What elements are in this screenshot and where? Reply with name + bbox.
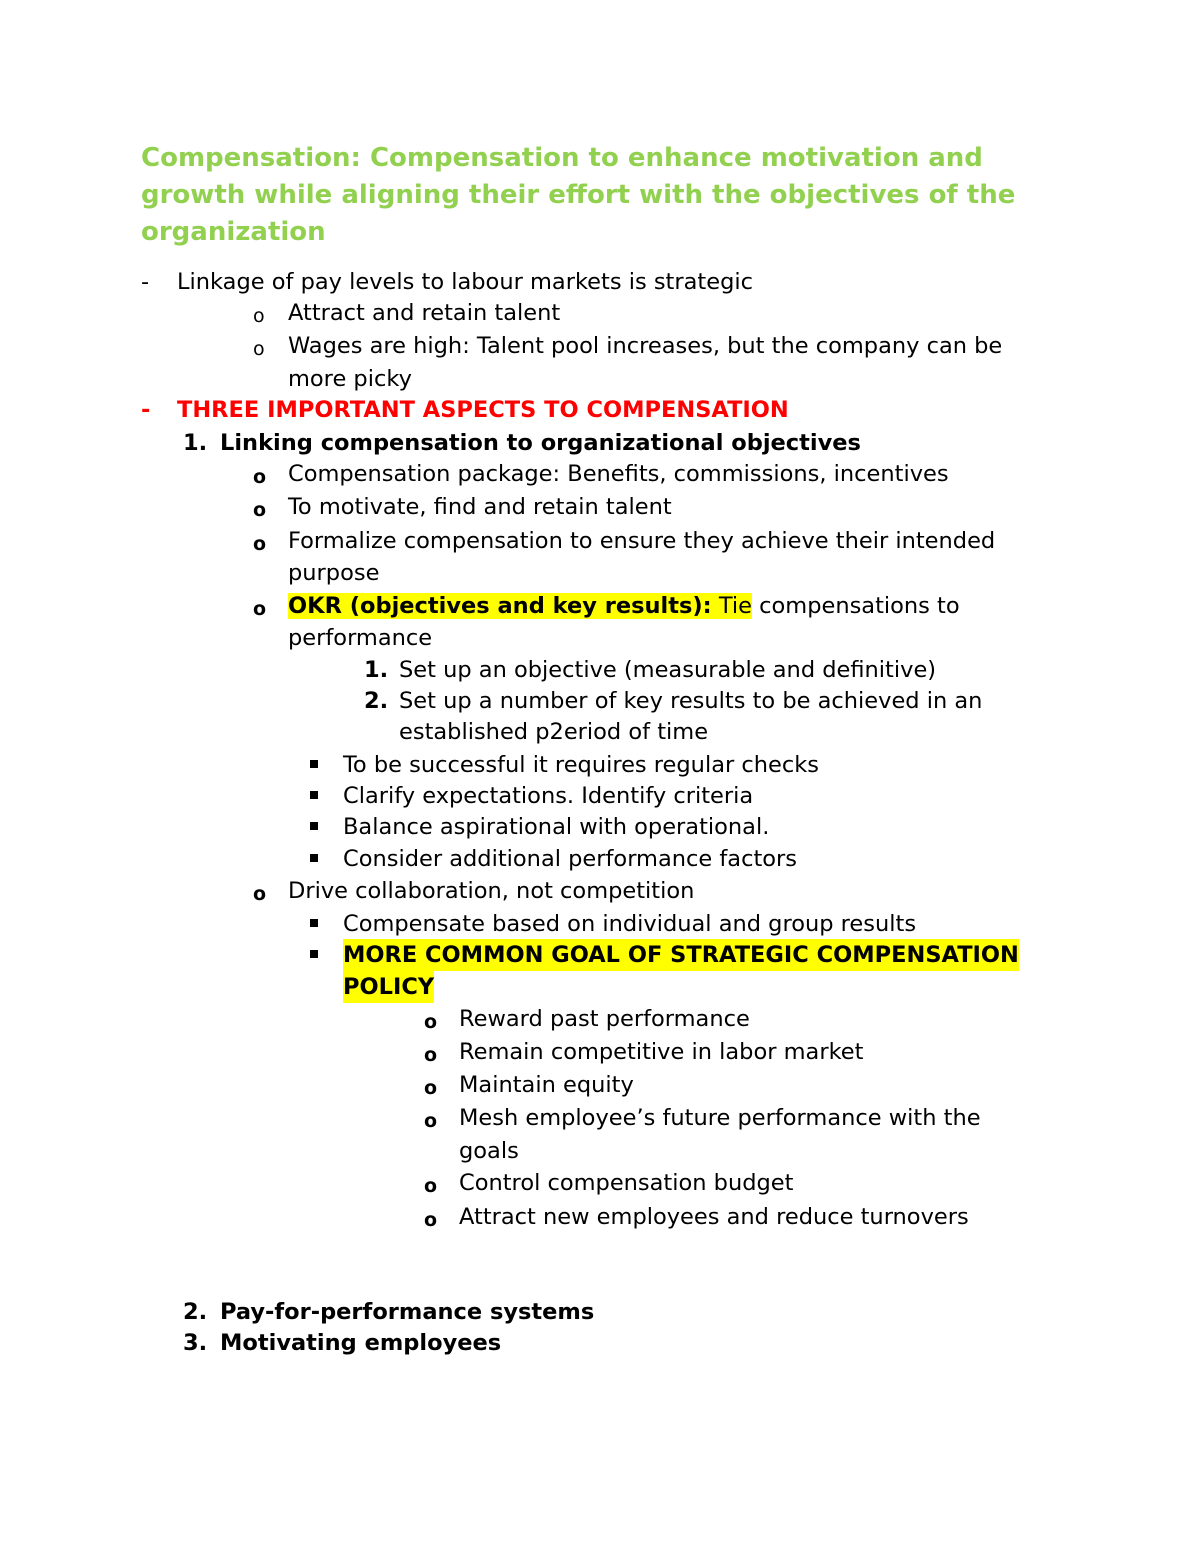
list-item-text: Mesh employee’s future performance with the	[459, 1105, 981, 1131]
square-bullet	[310, 760, 318, 768]
square-bullet	[310, 791, 318, 799]
list-item-text: Remain competitive in labor market	[459, 1039, 864, 1065]
list-item-text: Reward past performance	[459, 1006, 750, 1032]
okr-rest: compensations to	[751, 593, 960, 619]
item-number: 1.	[183, 430, 208, 456]
section-heading: THREE IMPORTANT ASPECTS TO COMPENSATION	[177, 397, 789, 423]
item-number: 2.	[364, 688, 389, 714]
list-item-text: To motivate, find and retain talent	[288, 494, 672, 520]
circle-bullet: o	[253, 598, 267, 620]
list-item-text: Drive collaboration, not competition	[288, 878, 695, 904]
okr-line	[288, 590, 960, 622]
circle-bullet: o	[424, 1175, 438, 1197]
item-number: 2.	[183, 1299, 208, 1325]
okr-tie: Tie	[711, 593, 752, 619]
list-item-text: established p2eriod of time	[399, 719, 709, 745]
numbered-item-text: Pay-for-performance systems	[220, 1299, 595, 1325]
numbered-item-text: Linking compensation to organizational objectives	[220, 430, 861, 456]
list-item-text: Formalize compensation to ensure they achieve their intended	[288, 528, 996, 554]
circle-bullet: o	[424, 1077, 438, 1099]
dash-bullet: -	[141, 397, 151, 423]
highlighted-heading: MORE COMMON GOAL OF STRATEGIC COMPENSATION	[343, 939, 1019, 971]
dash-bullet: -	[141, 269, 150, 295]
circle-bullet: o	[424, 1110, 438, 1132]
list-item-text: Clarify expectations. Identify criteria	[343, 783, 754, 809]
list-item-text: Compensate based on individual and group results	[343, 911, 917, 937]
list-item-text: performance	[288, 625, 433, 651]
list-item-text: Control compensation budget	[459, 1170, 794, 1196]
square-bullet	[310, 919, 318, 927]
numbered-item-text: Motivating employees	[220, 1330, 502, 1356]
circle-bullet: o	[424, 1011, 438, 1033]
list-item-text: Wages are high: Talent pool increases, but the company can be	[288, 333, 1003, 359]
list-item-text: Maintain equity	[459, 1072, 634, 1098]
square-bullet	[310, 854, 318, 862]
list-item-text: Consider additional performance factors	[343, 846, 798, 872]
circle-bullet: o	[253, 338, 265, 360]
circle-bullet: o	[253, 499, 267, 521]
list-item-text: Attract and retain talent	[288, 300, 561, 326]
list-item-text: Linkage of pay levels to labour markets is strategic	[177, 269, 753, 295]
list-item-text: Compensation package: Benefits, commissions, incentives	[288, 461, 949, 487]
highlighted-heading: POLICY	[343, 971, 434, 1003]
circle-bullet: o	[253, 533, 267, 555]
document-title: Compensation: Compensation to enhance motivation and growth while aligning their effort with the objectives of the organization	[141, 143, 1016, 247]
circle-bullet: o	[253, 305, 265, 327]
list-item-text: To be successful it requires regular checks	[343, 752, 819, 778]
circle-bullet: o	[424, 1044, 438, 1066]
numbered-item-text: Set up a number of key results to be achieved in an	[399, 688, 983, 714]
list-item-text: goals	[459, 1138, 519, 1164]
list-item-text: more picky	[288, 366, 412, 392]
square-bullet	[310, 822, 318, 830]
circle-bullet: o	[253, 883, 267, 905]
square-bullet	[310, 950, 318, 958]
numbered-item-text: Set up an objective (measurable and definitive)	[399, 657, 937, 683]
circle-bullet: o	[424, 1209, 438, 1231]
okr-label: OKR (objectives and key results):	[288, 593, 712, 619]
item-number: 1.	[364, 657, 389, 683]
list-item-text: Attract new employees and reduce turnovers	[459, 1204, 969, 1230]
list-item-text: Balance aspirational with operational.	[343, 814, 770, 840]
list-item-text: purpose	[288, 560, 380, 586]
circle-bullet: o	[253, 466, 267, 488]
item-number: 3.	[183, 1330, 208, 1356]
